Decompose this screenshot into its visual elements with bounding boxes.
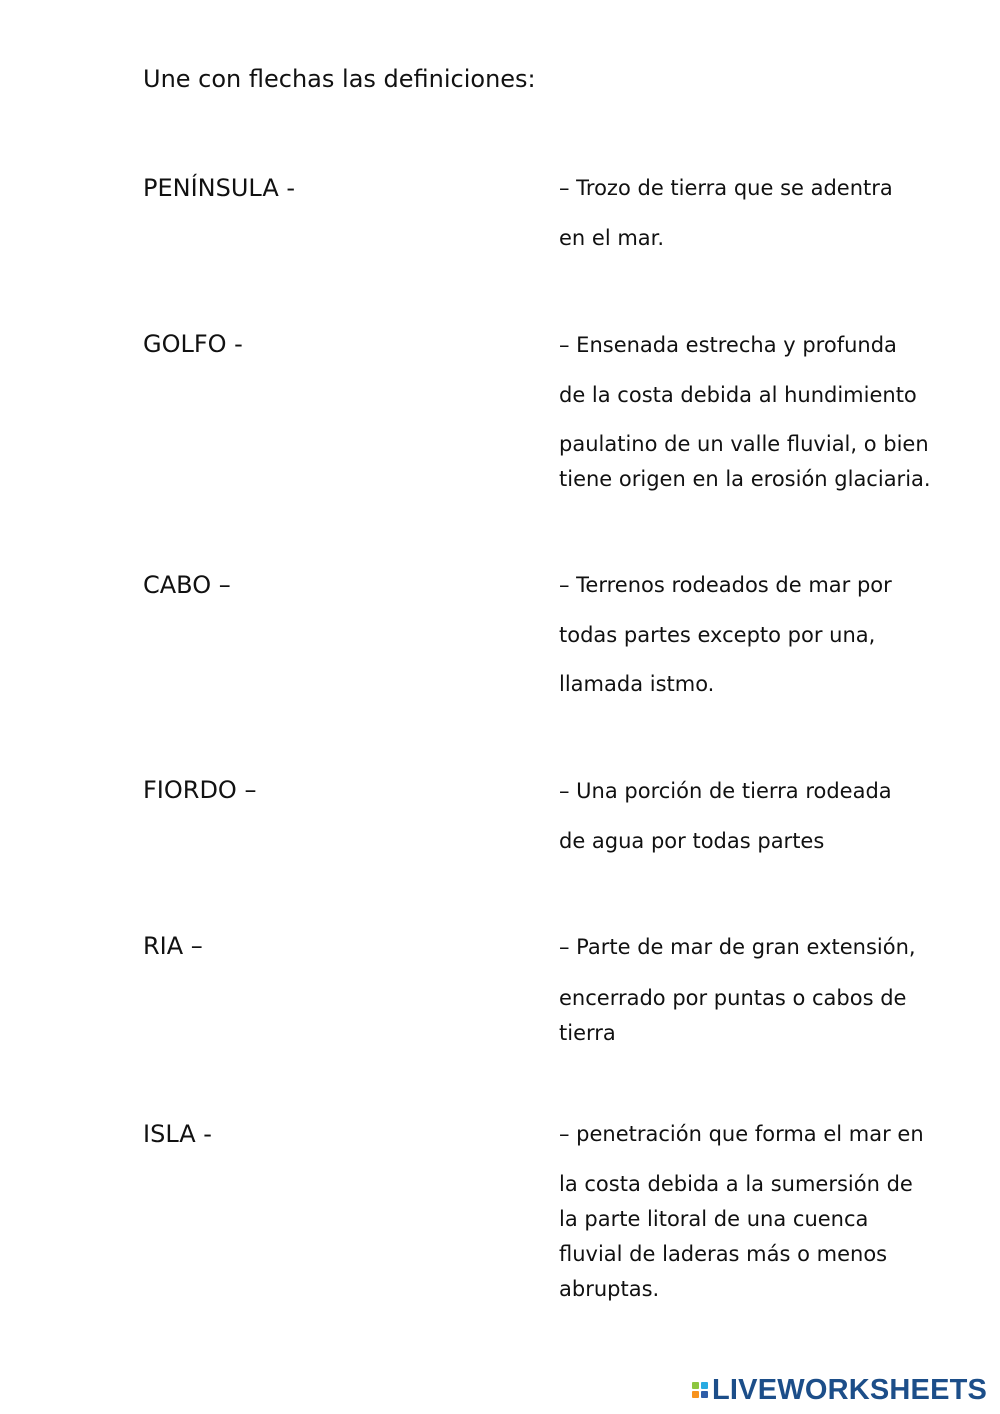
definition-1[interactable] — [559, 173, 893, 253]
term-peninsula[interactable]: PENÍNSULA - — [143, 174, 296, 202]
liveworksheets-logo-icon — [692, 1382, 708, 1398]
definition-line: tiene origen en la erosión glaciaria. — [559, 467, 931, 491]
definition-line: abruptas. — [559, 1277, 660, 1301]
worksheet-title: Une con flechas las definiciones: — [143, 65, 536, 93]
definition-line: en el mar. — [559, 226, 665, 250]
definition-line: todas partes excepto por una, — [559, 623, 876, 647]
term-isla[interactable]: ISLA - — [143, 1120, 212, 1148]
definition-4[interactable] — [559, 776, 892, 856]
definition-2[interactable] — [559, 330, 931, 494]
definition-3[interactable] — [559, 570, 892, 699]
definition-line: fluvial de laderas más o menos — [559, 1242, 888, 1266]
definition-5[interactable] — [559, 932, 916, 1048]
definition-line: encerrado por puntas o cabos de — [559, 986, 907, 1010]
definition-line: la parte litoral de una cuenca — [559, 1207, 869, 1231]
definition-line: de agua por todas partes — [559, 829, 825, 853]
definition-line: paulatino de un valle fluvial, o bien — [559, 432, 929, 456]
logo-square-icon — [692, 1391, 699, 1398]
logo-square-icon — [692, 1382, 699, 1389]
logo-square-icon — [701, 1391, 708, 1398]
definition-line: de la costa debida al hundimiento — [559, 383, 917, 407]
definition-line: la costa debida a la sumersión de — [559, 1172, 913, 1196]
logo-text: LIVEWORKSHEETS — [712, 1374, 988, 1406]
definition-line: llamada istmo. — [559, 672, 715, 696]
term-ria[interactable]: RIA – — [143, 932, 203, 960]
definition-line: – Ensenada estrecha y profunda — [559, 333, 897, 357]
definition-line: – Terrenos rodeados de mar por — [559, 573, 892, 597]
definition-6[interactable] — [559, 1119, 924, 1304]
term-golfo[interactable]: GOLFO - — [143, 330, 243, 358]
definition-line: – Trozo de tierra que se adentra — [559, 176, 893, 200]
definition-line: tierra — [559, 1021, 616, 1045]
definition-line: – Parte de mar de gran extensión, — [559, 935, 916, 959]
liveworksheets-logo — [692, 1374, 987, 1406]
term-fiordo[interactable]: FIORDO – — [143, 776, 257, 804]
logo-square-icon — [701, 1382, 708, 1389]
term-cabo[interactable]: CABO – — [143, 571, 231, 599]
definition-line: – penetración que forma el mar en — [559, 1122, 924, 1146]
definition-line: – Una porción de tierra rodeada — [559, 779, 892, 803]
